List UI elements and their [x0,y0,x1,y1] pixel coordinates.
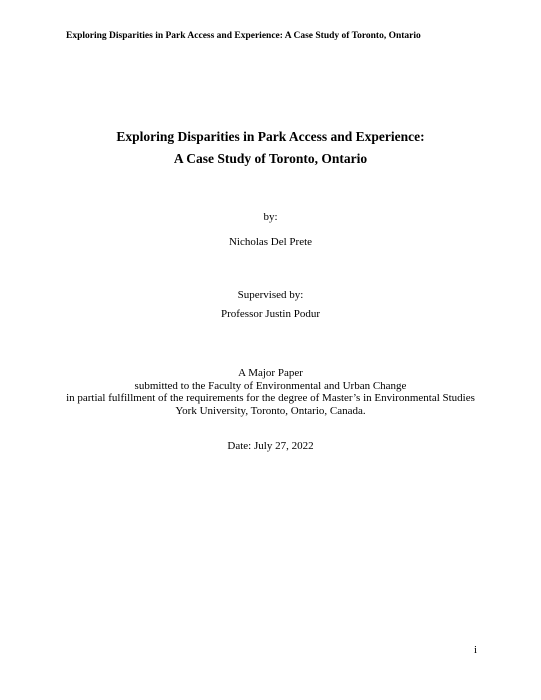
author-label: by: [263,211,278,223]
document-title [0,126,541,170]
title-line-2: A Case Study of Toronto, Ontario [173,151,368,166]
supervisor-name: Professor Justin Podur [220,308,320,320]
page-number: i [474,644,478,656]
running-header: Exploring Disparities in Park Access and Experience: A Case Study of Toronto, Ontario [66,31,421,41]
degree-description [0,367,541,417]
submission-date: Date: July 27, 2022 [227,440,314,452]
description-line-1: A Major Paper [238,367,303,379]
description-line-4: York University, Toronto, Ontario, Canada. [175,404,366,417]
supervisor-label: Supervised by: [237,289,304,301]
description-line-2: submitted to the Faculty of Environmental and Urban Change [134,379,407,392]
description-line-3: in partial fulfillment of the requirements for the degree of Master’s in Environmental Studies [66,392,475,404]
author-name: Nicholas Del Prete [228,236,313,248]
title-line-1: Exploring Disparities in Park Access and Experience: [116,129,425,144]
